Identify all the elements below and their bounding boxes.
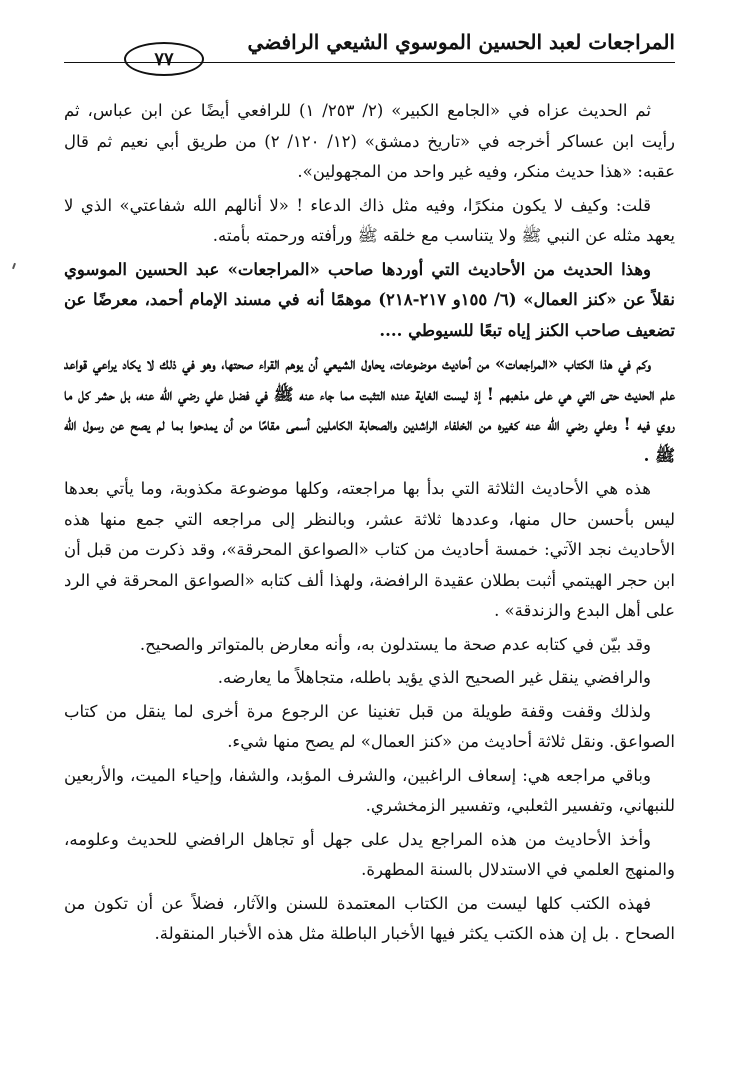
paragraph: ولذلك وقفت وقفة طويلة من قبل تغنينا عن الرجوع مرة أخرى لما ينقل من كتاب الصواعق. ونقل ثلاثة أحاديث من «كنز العمال» لم يصح منها شيء.	[64, 701, 675, 751]
body-text	[64, 96, 675, 953]
paragraph: وكم في هذا الكتاب «المراجعات» من أحاديث موضوعات، يحاول الشيعي أن يوهم القراء صحتها، وهو في ذلك لا يكاد يراعي قواعد علم الحديث حتى التي هي على مذهبهم ! إذ ليست الغاية عنده التثبت مما جاء عنه ﷺ في فضل علي رضي الله عنه، بل حشر كل ما روي فيه ! وعلي رضي الله عنه كغيره من الخلفاء الراشدين والصحابة الكاملين أسمى مقامًا من أن يمدحوا بما لم يصح عن رسول الله ﷺ .	[64, 354, 675, 465]
paragraph: قلت: وكيف لا يكون منكرًا، وفيه مثل ذاك الدعاء ! «لا أنالهم الله شفاعتي» الذي لا يعهد مثله عن النبي ﷺ ولا يتناسب مع خلقه ﷺ ورأفته ورحمته بأمته.	[64, 195, 675, 245]
paragraph: فهذه الكتب كلها ليست من الكتاب المعتمدة للسنن والآثار، فضلاً عن أن تكون من الصحاح . بل إن هذه الكتب يكثر فيها الأخبار الباطلة مثل هذه الأخبار المنقولة.	[64, 893, 675, 943]
running-title: المراجعات لعبد الحسين الموسوي الشيعي الرافضي	[247, 30, 675, 54]
paragraph: وهذا الحديث من الأحاديث التي أوردها صاحب «المراجعات» عبد الحسين الموسوي نقلاً عن «كنز العمال» (٦/ ١٥٥و ٢١٧-٢١٨) موهمًا أنه في مسند الإمام أحمد، معرضًا عن تضعيف صاحب الكنز إياه تبعًا للسيوطي ....	[64, 259, 675, 340]
paragraph: ثم الحديث عزاه في «الجامع الكبير» (٢/ ٢٥٣/ ١) للرافعي أيضًا عن ابن عباس، ثم رأيت ابن عساكر أخرجه في «تاريخ دمشق» (١٢/ ١٢٠/ ٢) من طريق أبي نعيم ثم قال عقبه: «هذا حديث منكر، وفيه غير واحد من المجهولين».	[64, 101, 676, 181]
page-number-oval	[124, 42, 204, 76]
page-header	[64, 30, 675, 70]
paragraph: وباقي مراجعه هي: إسعاف الراغبين، والشرف المؤبد، والشفا، وإحياء الميت، والأربعين للنبهاني، وتفسير الثعلبي، وتفسير الزمخشري.	[64, 765, 675, 815]
paragraph: هذه هي الأحاديث الثلاثة التي بدأ بها مراجعته، وكلها موضوعة مكذوبة، وما يأتي بعدها ليس بأحسن حال منها، وعددها ثلاثة عشر، وبالنظر إلى مراجعه التي جمع منها هذه الأحاديث نجد الآتي: خمسة أحاديث من كتاب «الصواعق المحرقة»، وقد ذكرت من قبل أن ابن حجر الهيتمي أثبت بطلان عقيدة الرافضة، ولهذا ألف كتابه «الصواعق المحرقة في الرد على أهل البدع والزندقة» .	[64, 479, 675, 620]
margin-mark	[12, 263, 16, 269]
paragraph: وقد بيّن في كتابه عدم صحة ما يستدلون به، وأنه معارض بالمتواتر والصحيح.	[139, 634, 651, 654]
paragraph: وأخذ الأحاديث من هذه المراجع يدل على جهل أو تجاهل الرافضي للحديث وعلومه، والمنهج العلمي في الاستدلال بالسنة المطهرة.	[64, 829, 675, 879]
page-number: ٧٧	[154, 48, 174, 70]
paragraph: والرافضي ينقل غير الصحيح الذي يؤيد باطله، متجاهلاً ما يعارضه.	[217, 668, 651, 687]
header-rule	[64, 62, 675, 63]
